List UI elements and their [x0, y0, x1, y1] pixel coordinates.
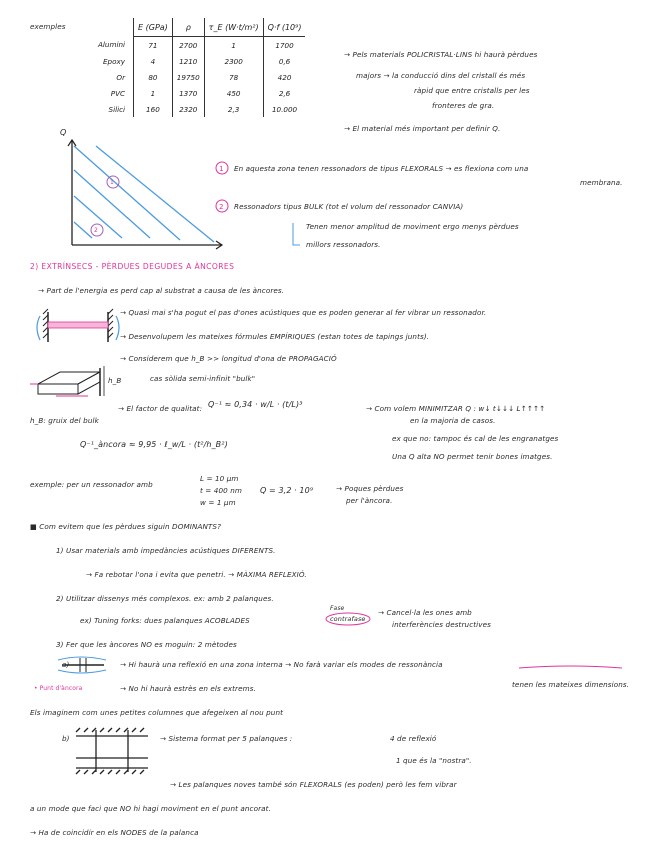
section-2-title: 2) EXTRÍNSECS - PÈRDUES DEGUDES A ÀNCORES	[30, 262, 235, 271]
table-cell-tau: 1	[204, 37, 263, 54]
formula-2-note1: ex que no: tampoc és cal de les engranatges	[392, 434, 559, 443]
table-cell-e: 1	[134, 85, 173, 101]
bulk-block-diagram	[30, 366, 104, 396]
table-cell-e: 160	[134, 101, 173, 117]
example-result-note2: per l'àncora.	[346, 496, 393, 505]
option-3a-label: a)	[62, 660, 70, 669]
section-2-p3: → Desenvolupem les mateixes fórmules EMPÍRIQUES (estan totes de tapings junts).	[120, 332, 430, 341]
formula-2: Q⁻¹_àncora ≈ 9,95 · ℓ_w/L · (t²/h_B²)	[80, 440, 228, 449]
table-header-qf: Q·f (10⁹)	[263, 18, 305, 37]
section-2-p4: → Considerem que h_B >> longitud d'ona de PROPAGACIÓ	[120, 354, 337, 363]
table-cell-qf: 1700	[275, 40, 294, 50]
formula-1: Q⁻¹ ≈ 0,34 · w/L · (t/L)³	[208, 400, 303, 409]
formula-2-note2: Una Q alta NO permet tenir bones imatges.	[392, 452, 553, 461]
example-value: t = 400 nm	[200, 486, 242, 495]
table-header-rho: ρ	[172, 18, 204, 37]
table-cell-tau: 2300	[204, 53, 263, 69]
table-cell-tau: 78	[204, 69, 263, 85]
hb-note: h_B: gruix del bulk	[30, 416, 99, 425]
section-2-p2: → Quasi mai s'ha pogut el pas d'ones acústiques que es poden generar al fer vibrar un ressonador.	[120, 308, 487, 317]
table-cell-rho: 2320	[172, 101, 204, 117]
table-header-e: E (GPa)	[134, 18, 173, 37]
option-3c: → Les palanques noves també són FLEXORALS (es poden) però les fem vibrar	[170, 780, 457, 789]
table-cell-qf: 2,6	[278, 88, 291, 98]
table-cell-e: 4	[134, 53, 173, 69]
table-cell-qf: 10.000	[271, 104, 298, 114]
option-1: 1) Usar materials amb impedàncies acústiques DIFERENTS.	[56, 546, 276, 555]
note-2-number: 2	[219, 202, 224, 211]
table-cell-tau: 450	[204, 85, 263, 101]
option-3b-label: b)	[62, 734, 70, 743]
side-note-line4: fronteres de gra.	[432, 101, 495, 110]
example-label: exemple: per un ressonador amb	[30, 480, 153, 489]
formula-1-note: → Com volem MINIMITZAR Q : w↓ t↓↓↓ L↑↑↑↑	[366, 404, 546, 413]
option-3b-r: 4 de reflexió	[390, 734, 437, 743]
option-1a: → Fa rebotar l'ona i evita que penetri. → MÀXIMA REFLEXIÓ.	[86, 570, 307, 579]
option-2b-top: Fase	[330, 605, 345, 612]
option-3b: → Sistema format per 5 palanques :	[160, 734, 293, 743]
table-corner-label: exemples	[30, 22, 66, 31]
option-2c: → Cancel·la les ones amb	[378, 608, 472, 617]
side-note-line3: ràpid que entre cristalls per les	[414, 86, 530, 95]
option-2d: interferències destructives	[392, 620, 491, 629]
table-cell-material: Or	[94, 69, 134, 85]
anchor-beam-diagram	[37, 309, 119, 342]
hb-label: h_B	[108, 376, 122, 385]
option-3a: → Hi haurà una reflexió en una zona interna → No farà variar els modes de ressonància	[120, 660, 443, 669]
table-cell-qf: 420	[277, 72, 292, 82]
option-3-imagine: Els imaginem com unes petites columnes que afegeixen al nou punt	[30, 708, 284, 717]
graph-label-1: 1	[110, 179, 114, 186]
note-1-number: 1	[219, 164, 224, 173]
side-note-line5: → El material més important per definir Q.	[344, 124, 501, 133]
table-cell-rho: 1210	[172, 53, 204, 69]
quality-label: → El factor de qualitat:	[118, 404, 203, 413]
example-value: w = 1 µm	[200, 498, 236, 507]
option-3e: → Ha de coincidir en els NODES de la palanca	[30, 828, 199, 837]
bracket-icon	[293, 223, 300, 245]
table-cell-qf: 0,6	[278, 56, 291, 66]
table-cell-e: 80	[134, 69, 173, 85]
option-3a2: → No hi haurà estrès en els extrems.	[120, 684, 256, 693]
section-2-p5: cas sòlida semi-infinit "bulk"	[150, 374, 256, 383]
option-3: 3) Fer que les àncores NO es moguin: 2 mètodes	[56, 640, 237, 649]
table-cell-material: Silici	[94, 101, 134, 117]
option-3d: a un mode que faci que NO hi hagi moviment en el punt ancorat.	[30, 804, 271, 813]
table-cell-tau: 2,3	[204, 101, 263, 117]
graph-line	[74, 146, 180, 240]
note-1-text-cont: membrana.	[580, 178, 623, 187]
note-2-sub2: millors ressonadors.	[306, 240, 381, 249]
dominant-question: ■ Com evitem que les pèrdues siguin DOMINANTS?	[30, 522, 222, 531]
table-cell-material: Alumini	[94, 37, 134, 54]
five-beams-diagram	[76, 728, 148, 774]
side-note-line2: majors → la conducció dins del cristall és més	[356, 71, 526, 80]
anchor-sketch-a2	[58, 670, 106, 673]
table-cell-material: PVC	[94, 85, 134, 101]
formula-1-note2: en la majoria de casos.	[410, 416, 496, 425]
graph-line	[74, 222, 92, 238]
note-2-sub1: Tenen menor amplitud de moviment ergo menys pèrdues	[306, 222, 519, 231]
graph-label-2: 2	[94, 227, 98, 234]
anchor-point-label: • Punt d'àncora	[34, 685, 83, 692]
graph-y-label: Q	[60, 128, 67, 137]
table-header-tau: τ_E (W·t/m²)	[204, 18, 263, 37]
option-3a3: tenen les mateixes dimensions.	[512, 680, 630, 689]
underline	[519, 666, 622, 668]
option-2b-circle: contrafase	[330, 615, 366, 623]
table-cell-rho: 1370	[172, 85, 204, 101]
note-2-text: Ressonadors tipus BULK (tot el volum del ressonador CANVIA)	[234, 202, 464, 211]
side-note-line1: → Pels materials POLICRISTAL·LINS hi haurà pèrdues	[344, 50, 538, 59]
table-cell-rho: 2700	[172, 37, 204, 54]
option-2a: ex) Tuning forks: dues palanques ACOBLADES	[80, 616, 250, 625]
example-result: Q = 3,2 · 10⁹	[260, 486, 314, 495]
section-2-p1: → Part de l'energia es perd cap al substrat a causa de les àncores.	[38, 286, 285, 295]
table-cell-e: 71	[134, 37, 173, 54]
graph-line	[74, 196, 122, 238]
table-cell-rho: 19750	[172, 69, 204, 85]
graph-line	[96, 146, 214, 242]
example-result-note: → Poques pèrdues	[336, 484, 404, 493]
example-value: L = 10 µm	[200, 474, 239, 483]
note-1-text: En aquesta zona tenen ressonadors de tipus FLEXORALS → es flexiona com una	[234, 164, 529, 173]
option-3b-r2: 1 que és la "nostra".	[396, 756, 472, 765]
table-cell-material: Epoxy	[94, 53, 134, 69]
option-2: 2) Utilitzar dissenys més complexos. ex: amb 2 palanques.	[56, 594, 274, 603]
